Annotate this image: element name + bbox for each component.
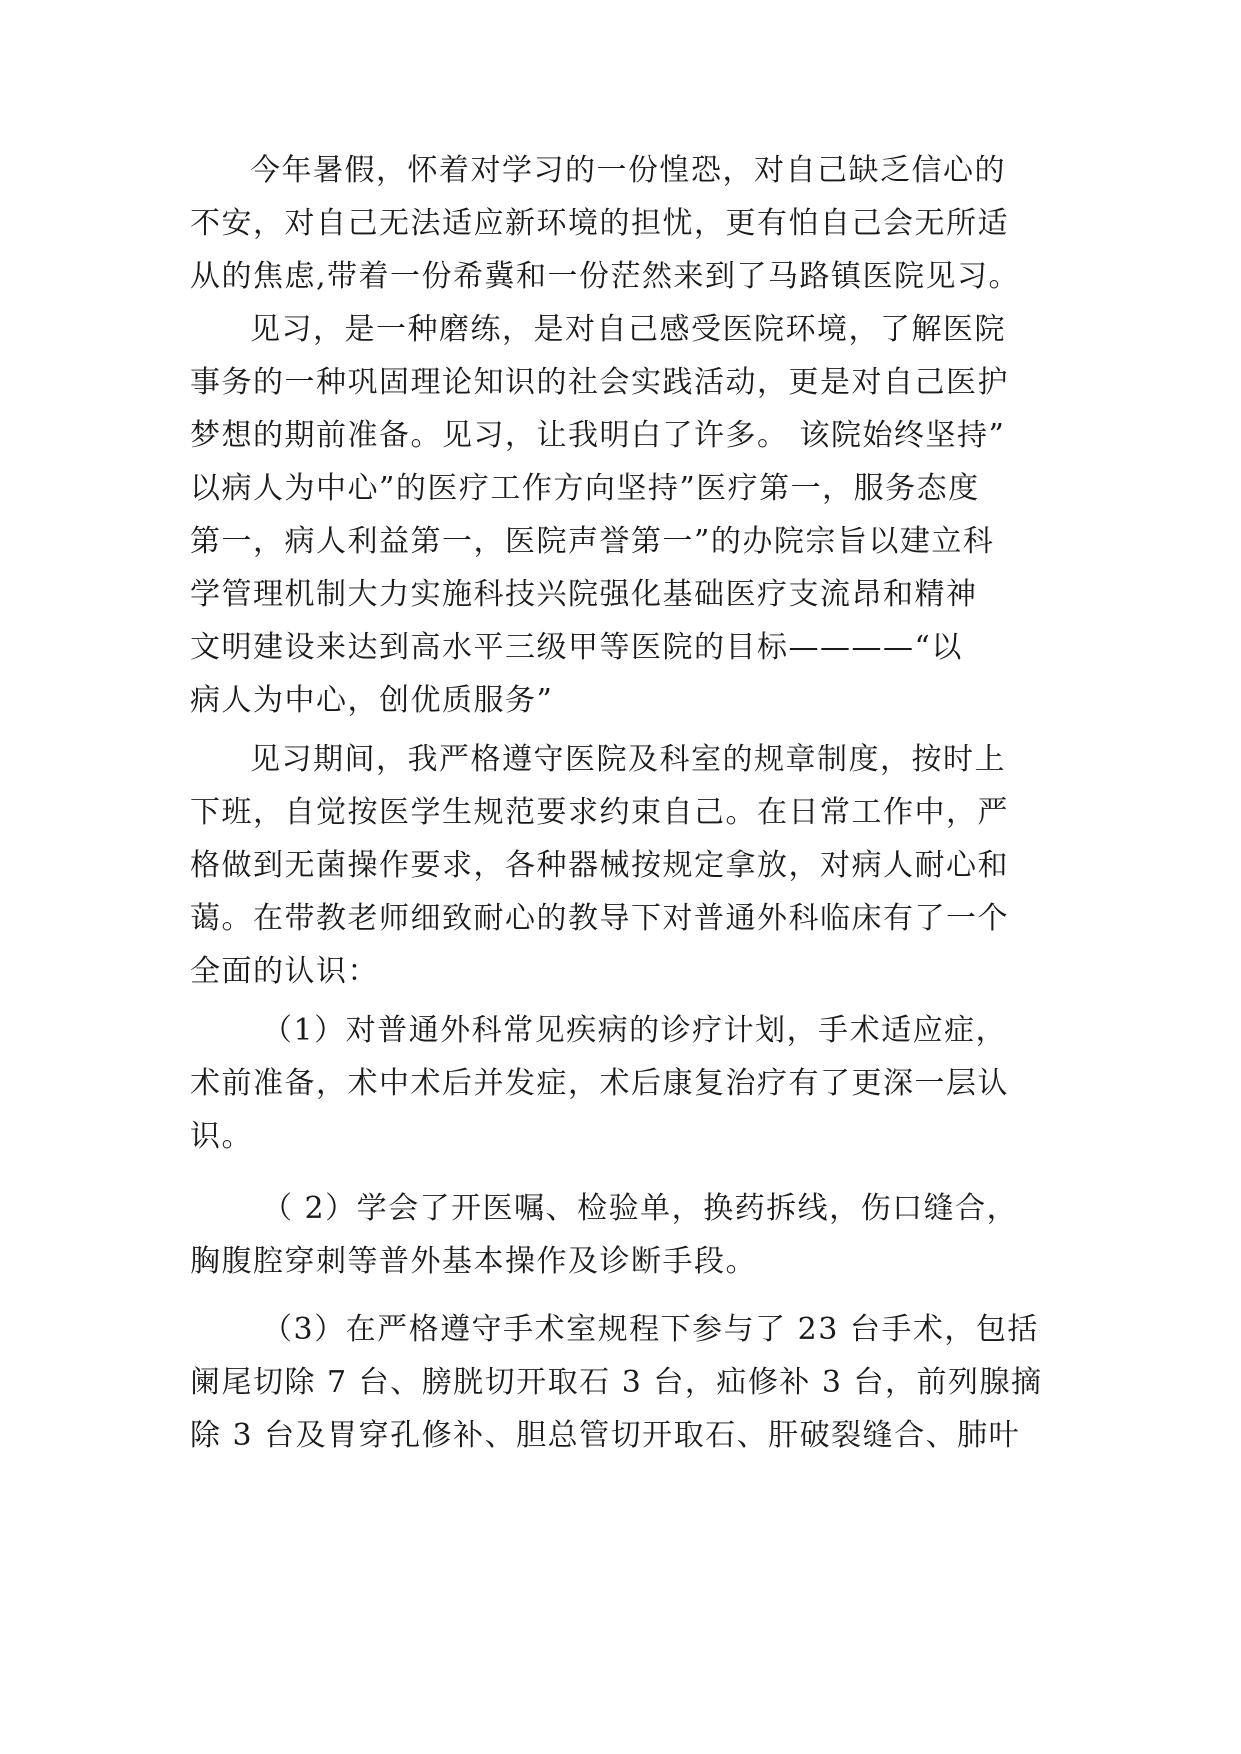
text-line: 阑尾切除 7 台、膀胱切开取石 3 台，疝修补 3 台，前列腺摘 [190, 1365, 1043, 1400]
text-line: 除 3 台及胃穿孔修补、胆总管切开取石、肝破裂缝合、肺叶 [190, 1418, 1021, 1453]
text-line: 格做到无菌操作要求，各种器械按规定拿放，对病人耐心和 [190, 848, 1009, 883]
text-line: 事务的一种巩固理论知识的社会实践活动，更是对自己医护 [190, 365, 1009, 400]
text-line: 今年暑假，怀着对学习的一份惶恐，对自己缺乏信心的 [250, 153, 1006, 188]
text-line: 见习期间，我严格遵守医院及科室的规章制度，按时上 [250, 742, 1006, 777]
text-line: 见习，是一种磨练，是对自己感受医院环境，了解医院 [250, 312, 1006, 347]
text-line: 从的焦虑,带着一份希冀和一份茫然来到了马路镇医院见习。 [190, 259, 1021, 294]
text-line: 梦想的期前准备。见习，让我明白了许多。 该院始终坚持” [190, 418, 1006, 453]
text-line: 识。 [190, 1119, 253, 1154]
text-line: 以病人为中心”的医疗工作方向坚持”医疗第一，服务态度 [190, 471, 980, 506]
text-line: （3）在严格遵守手术室规程下参与了 23 台手术，包括 [262, 1312, 1039, 1347]
text-line: 学管理机制大力实施科技兴院强化基础医疗支流昂和精神 [190, 577, 978, 612]
text-line: 全面的认识： [190, 954, 379, 989]
text-line: 第一，病人利益第一，医院声誉第一”的办院宗旨以建立科 [190, 524, 995, 559]
text-line: （1）对普通外科常见疾病的诊疗计划，手术适应症， [262, 1013, 1008, 1048]
text-line: 文明建设来达到高水平三级甲等医院的目标————“以 [190, 630, 963, 665]
text-line: （ 2）学会了开医嘱、检验单，换药拆线，伤口缝合， [262, 1191, 1019, 1226]
text-line: 下班，自觉按医学生规范要求约束自己。在日常工作中，严 [190, 795, 1009, 830]
text-line: 蔼。在带教老师细致耐心的教导下对普通外科临床有了一个 [190, 901, 1009, 936]
text-line: 病人为中心，创优质服务” [190, 683, 554, 718]
text-line: 胸腹腔穿刺等普外基本操作及诊断手段。 [190, 1244, 757, 1279]
text-line: 术前准备，术中术后并发症，术后康复治疗有了更深一层认 [190, 1066, 1009, 1101]
text-line: 不安，对自己无法适应新环境的担忧，更有怕自己会无所适 [190, 206, 1009, 241]
